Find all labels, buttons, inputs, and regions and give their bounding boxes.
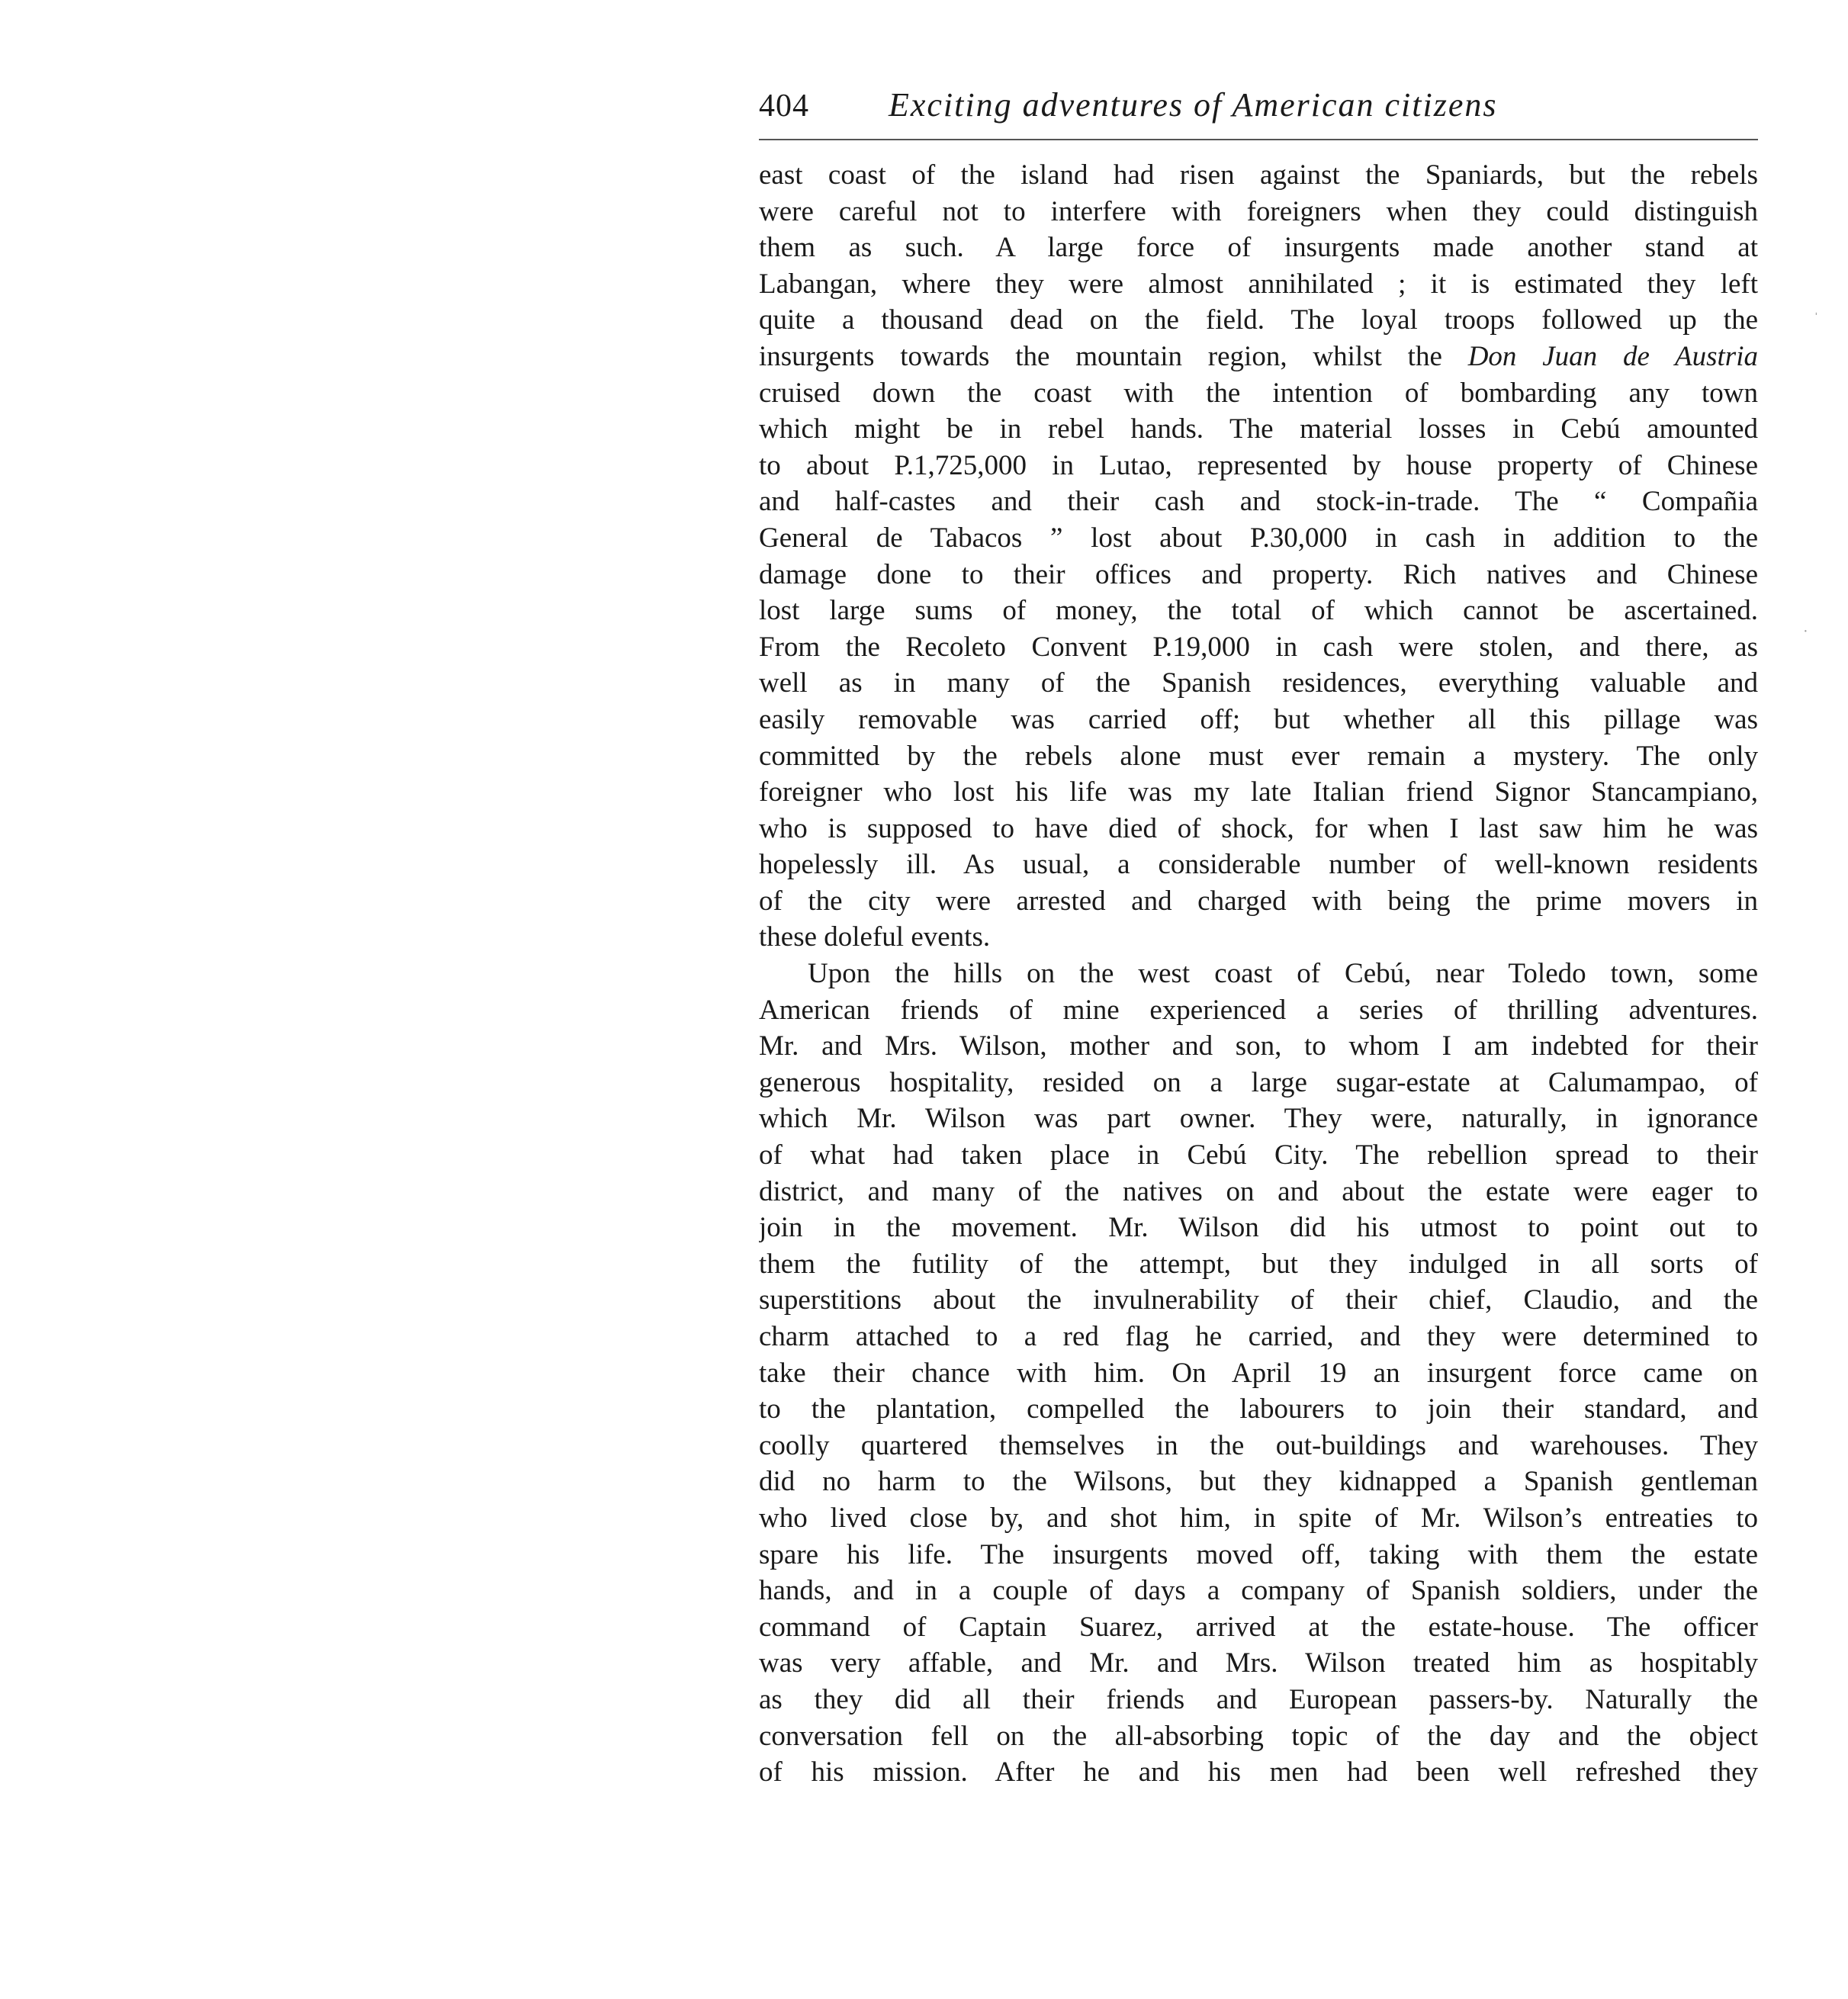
text-line: General de Tabacos ” lost about P.30,000 in cash in addition to the bbox=[759, 522, 1758, 554]
text-line: as they did all their friends and European passers-by. Naturally the bbox=[759, 1683, 1758, 1715]
text-line: which Mr. Wilson was part owner. They were, naturally, in ignorance bbox=[759, 1103, 1758, 1135]
text-line bbox=[759, 339, 1758, 375]
text-line: American friends of mine experienced a series of thrilling adventures. bbox=[759, 994, 1758, 1026]
text-line: committed by the rebels alone must ever remain a mystery. The only bbox=[759, 740, 1758, 772]
text-line: command of Captain Suarez, arrived at the estate-house. The officer bbox=[759, 1611, 1758, 1643]
paragraph-2 bbox=[759, 956, 1758, 1791]
text-line: hopelessly ill. As usual, a considerable number of well-known residents bbox=[759, 849, 1758, 881]
running-title: Exciting adventures of American citizens bbox=[889, 86, 1498, 124]
text-line: take their chance with him. On April 19 an insurgent force came on bbox=[759, 1357, 1758, 1389]
text-line: generous hospitality, resided on a large sugar-estate at Calumampao, of bbox=[759, 1066, 1758, 1098]
text-line: who is supposed to have died of shock, for when I last saw him he was bbox=[759, 812, 1758, 844]
margin-speck: · bbox=[1803, 623, 1808, 640]
text-line: From the Recoleto Convent P.19,000 in cash were stolen, and there, as bbox=[759, 631, 1758, 663]
text-line: damage done to their offices and property. Rich natives and Chinese bbox=[759, 558, 1758, 590]
text-line: charm attached to a red flag he carried, and they were determined to bbox=[759, 1321, 1758, 1352]
text-line: of his mission. After he and his men had been well refreshed they bbox=[759, 1756, 1758, 1788]
text-line: hands, and in a couple of days a company of Spanish soldiers, under the bbox=[759, 1575, 1758, 1607]
ship-name: Don Juan de Austria bbox=[1467, 340, 1758, 372]
text-line: superstitions about the invulnerability of their chief, Claudio, and the bbox=[759, 1284, 1758, 1316]
text-line: lost large sums of money, the total of which cannot be ascertained. bbox=[759, 595, 1758, 627]
text-segment: insurgents towards the mountain region, whilst the bbox=[759, 340, 1468, 372]
text-line: Labangan, where they were almost annihilated ; it is estimated they left bbox=[759, 268, 1758, 300]
text-line: to the plantation, compelled the labourers to join their standard, and bbox=[759, 1393, 1758, 1425]
text-line: well as in many of the Spanish residences, everything valuable and bbox=[759, 667, 1758, 699]
margin-speck: ˈ bbox=[1814, 310, 1819, 327]
text-line: them the futility of the attempt, but they indulged in all sorts of bbox=[759, 1248, 1758, 1280]
text-line: coolly quartered themselves in the out-buildings and warehouses. They bbox=[759, 1429, 1758, 1461]
running-head bbox=[759, 82, 1758, 128]
text-line: quite a thousand dead on the field. The loyal troops followed up the bbox=[759, 304, 1758, 336]
text-line: Mr. and Mrs. Wilson, mother and son, to whom I am indebted for their bbox=[759, 1030, 1758, 1062]
text-line: who lived close by, and shot him, in spite of Mr. Wilson’s entreaties to bbox=[759, 1502, 1758, 1534]
text-line: Upon the hills on the west coast of Cebú, near Toledo town, some bbox=[808, 958, 1758, 990]
header-rule bbox=[759, 139, 1758, 140]
text-line: of what had taken place in Cebú City. The rebellion spread to their bbox=[759, 1139, 1758, 1171]
text-line: and half-castes and their cash and stock-in-trade. The “ Compañia bbox=[759, 486, 1758, 518]
text-line: which might be in rebel hands. The material losses in Cebú amounted bbox=[759, 413, 1758, 445]
body-text bbox=[759, 157, 1758, 1791]
book-page bbox=[759, 82, 1758, 1791]
page-number: 404 bbox=[759, 88, 809, 124]
text-line: east coast of the island had risen against the Spaniards, but the rebels bbox=[759, 159, 1758, 191]
text-line: was very affable, and Mr. and Mrs. Wilson treated him as hospitably bbox=[759, 1647, 1758, 1679]
text-line: cruised down the coast with the intention of bombarding any town bbox=[759, 377, 1758, 409]
text-line: join in the movement. Mr. Wilson did his utmost to point out to bbox=[759, 1212, 1758, 1244]
text-line: foreigner who lost his life was my late Italian friend Signor Stancampiano, bbox=[759, 776, 1758, 808]
text-line: them as such. A large force of insurgents made another stand at bbox=[759, 232, 1758, 264]
paragraph-1 bbox=[759, 157, 1758, 956]
text-line: district, and many of the natives on and about the estate were eager to bbox=[759, 1175, 1758, 1207]
text-line: were careful not to interfere with foreigners when they could distinguish bbox=[759, 195, 1758, 227]
text-line: these doleful events. bbox=[759, 921, 991, 953]
text-line: to about P.1,725,000 in Lutao, represented by house property of Chinese bbox=[759, 449, 1758, 481]
text-line: spare his life. The insurgents moved off, taking with them the estate bbox=[759, 1538, 1758, 1570]
text-line: easily removable was carried off; but whether all this pillage was bbox=[759, 703, 1758, 735]
text-line: did no harm to the Wilsons, but they kidnapped a Spanish gentleman bbox=[759, 1466, 1758, 1498]
text-line: of the city were arrested and charged with being the prime movers in bbox=[759, 885, 1758, 917]
text-line: conversation fell on the all-absorbing topic of the day and the object bbox=[759, 1720, 1758, 1752]
